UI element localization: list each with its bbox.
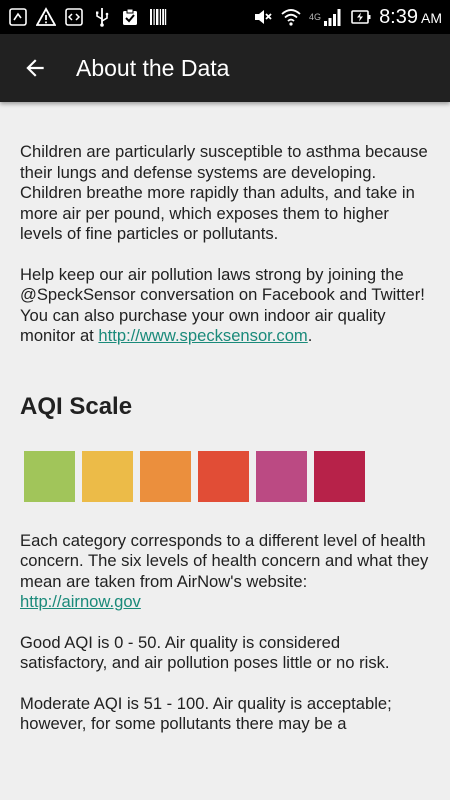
aqi-swatch-very-unhealthy	[256, 451, 307, 502]
aqi-scale-heading: AQI Scale	[20, 392, 133, 420]
aqi-swatch-unhealthy	[198, 451, 249, 502]
wifi-icon	[281, 7, 301, 27]
back-button[interactable]	[0, 34, 70, 102]
aqi-color-swatches	[20, 451, 430, 502]
network-type-label: 4G	[309, 12, 322, 22]
status-time	[379, 6, 442, 29]
aqi-swatch-moderate	[82, 451, 133, 502]
status-left	[8, 7, 168, 27]
specksensor-link[interactable]: http://www.specksensor.com	[98, 326, 308, 345]
mute-icon	[253, 7, 273, 27]
paragraph-speck-end: .	[307, 326, 313, 345]
paragraph-categories-text: Each category corresponds to a different level of health concern. The six levels of health concern and what they mean are taken from AirNow's website:	[20, 530, 429, 591]
battery-charging-icon	[351, 7, 371, 27]
barcode-icon	[148, 7, 168, 27]
page-title: About the Data	[76, 54, 230, 81]
status-bar	[0, 0, 450, 34]
aqi-swatch-good	[24, 451, 75, 502]
code-icon	[64, 7, 84, 27]
xcode-icon	[8, 7, 28, 27]
paragraph-asthma: Children are particularly susceptible to asthma because their lungs and defense systems are developing. Children breathe more rapidly than adults, and take in more air per pound, which exposes them to higher levels of fine particles or pollutants.	[20, 142, 428, 243]
paragraph-good-aqi: Good AQI is 0 - 50. Air quality is considered satisfactory, and air pollution poses little or no risk.	[20, 632, 390, 672]
warning-icon	[36, 7, 56, 27]
paragraph-moderate-aqi: Moderate AQI is 51 - 100. Air quality is acceptable; however, for some pollutants there may be a	[20, 693, 392, 733]
status-time-ampm: AM	[421, 9, 442, 26]
paragraph-speck	[20, 265, 430, 347]
content-scroll-area[interactable]	[0, 102, 450, 800]
arrow-back-icon	[22, 55, 48, 81]
aqi-swatch-unhealthy-sensitive	[140, 451, 191, 502]
paragraph-categories	[20, 531, 430, 613]
usb-icon	[92, 7, 112, 27]
status-time-value: 8:39	[379, 5, 418, 28]
app-bar	[0, 34, 450, 102]
aqi-swatch-hazardous	[314, 451, 365, 502]
paragraph-speck-text: Help keep our air pollution laws strong by joining the @SpeckSensor conversation on Facebook and Twitter! You can also purchase your own indoor air quality monitor at	[20, 264, 425, 345]
airnow-link[interactable]: http://airnow.gov	[20, 592, 141, 611]
signal-icon	[323, 7, 343, 27]
clipboard-check-icon	[120, 7, 140, 27]
status-right	[253, 6, 442, 29]
